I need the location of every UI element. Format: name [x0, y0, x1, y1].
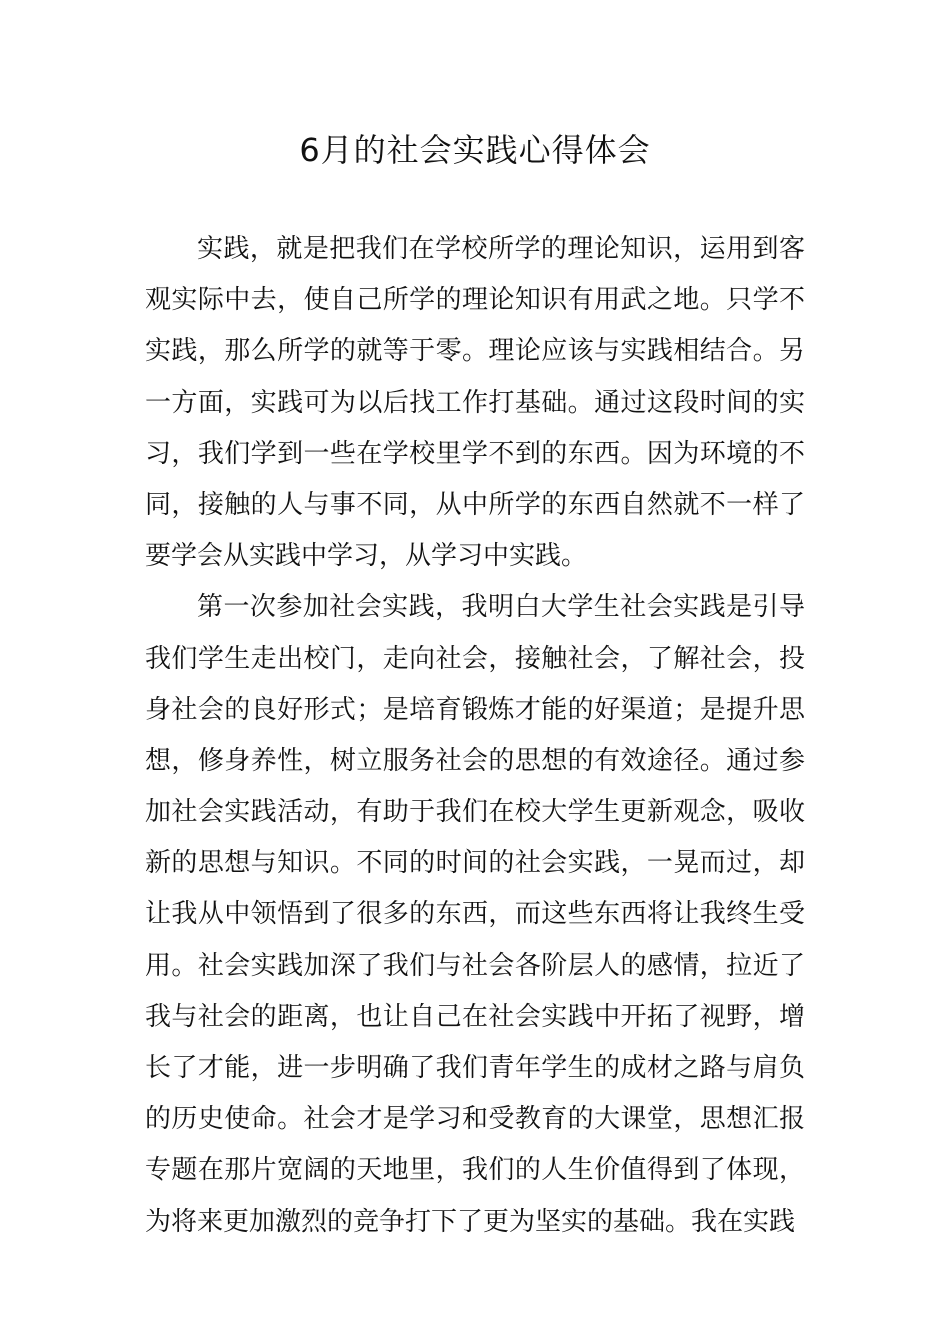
- text-line: 用。社会实践加深了我们与社会各阶层人的感情，拉近了: [145, 950, 805, 981]
- text-line: 想，修身养性，树立服务社会的思想的有效途径。通过参: [145, 745, 805, 776]
- text-line: 同，接触的人与事不同，从中所学的东西自然就不一样了: [145, 489, 805, 520]
- text-line: 身社会的良好形式；是培育锻炼才能的好渠道；是提升思: [145, 694, 805, 725]
- paragraph-2: [145, 582, 805, 1247]
- text-line: 第一次参加社会实践，我明白大学生社会实践是引导: [197, 592, 805, 623]
- text-line: 习，我们学到一些在学校里学不到的东西。因为环境的不: [145, 438, 805, 469]
- text-line: 一方面，实践可为以后找工作打基础。通过这段时间的实: [145, 387, 805, 418]
- text-line: 为将来更加激烈的竞争打下了更为坚实的基础。我在实践: [145, 1206, 796, 1237]
- text-line: 要学会从实践中学习，从学习中实践。: [145, 541, 588, 572]
- document-title: 6月的社会实践心得体会: [299, 131, 651, 169]
- text-line: 实践，那么所学的就等于零。理论应该与实践相结合。另: [145, 336, 805, 367]
- text-line: 加社会实践活动，有助于我们在校大学生更新观念，吸收: [145, 797, 805, 828]
- text-line: 我与社会的距离，也让自己在社会实践中开拓了视野，增: [145, 1001, 805, 1032]
- text-line: 长了才能，进一步明确了我们青年学生的成材之路与肩负: [145, 1053, 805, 1083]
- document-body: [145, 224, 805, 1248]
- text-line: 新的思想与知识。不同的时间的社会实践，一晃而过，却: [145, 848, 805, 879]
- text-line: 观实际中去，使自己所学的理论知识有用武之地。只学不: [145, 285, 805, 316]
- text-line: 让我从中领悟到了很多的东西，而这些东西将让我终生受: [145, 899, 805, 930]
- text-line: 实践，就是把我们在学校所学的理论知识，运用到客: [197, 234, 805, 264]
- text-line: 的历史使命。社会才是学习和受教育的大课堂，思想汇报: [145, 1104, 805, 1135]
- paragraph-1: [145, 224, 805, 582]
- text-line: 我们学生走出校门，走向社会，接触社会，了解社会，投: [145, 643, 805, 674]
- text-line: 专题在那片宽阔的天地里，我们的人生价值得到了体现，: [145, 1155, 805, 1186]
